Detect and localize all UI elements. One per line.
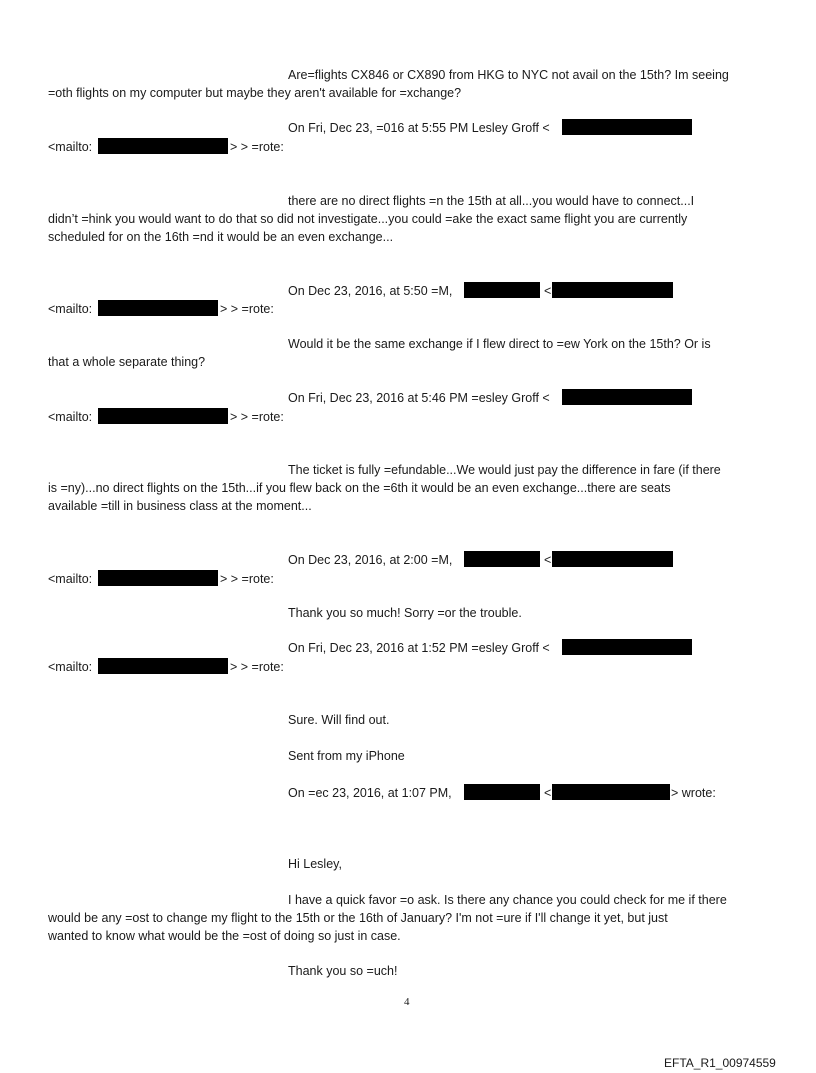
email-header-line: On Dec 23, 2016, at 2:00 =M, xyxy=(288,553,453,567)
email-header-line: On =ec 23, 2016, at 1:07 PM, xyxy=(288,786,452,800)
redaction-box xyxy=(98,408,228,424)
body-line: didn’t =hink you would want to do that so did not investigate...you could =ake the exact same flight you are currently xyxy=(48,212,688,226)
wrote-label: > > =rote: xyxy=(230,660,284,674)
angle-bracket: < xyxy=(544,786,552,800)
mailto-label: <mailto: xyxy=(48,302,93,316)
body-line: =oth flights on my computer but maybe they aren't available for =xchange? xyxy=(48,86,462,100)
body-line: Thank you so much! Sorry =or the trouble. xyxy=(288,606,522,620)
redaction-box xyxy=(562,639,692,655)
body-line: The ticket is fully =efundable...We would just pay the difference in fare (if there xyxy=(288,463,721,477)
mailto-label: <mailto: xyxy=(48,572,93,586)
body-line: Would it be the same exchange if I flew direct to =ew York on the 15th? Or is xyxy=(288,337,711,351)
angle-bracket: < xyxy=(544,284,552,298)
body-line: is =ny)...no direct flights on the 15th...if you flew back on the =6th it would be an even exchange...there are seats xyxy=(48,481,671,495)
redaction-box xyxy=(552,551,673,567)
body-line: Thank you so =uch! xyxy=(288,964,398,978)
mailto-label: <mailto: xyxy=(48,660,93,674)
redaction-box xyxy=(552,784,670,800)
wrote-label: > > =rote: xyxy=(230,410,284,424)
mailto-label: <mailto: xyxy=(48,140,93,154)
body-line: Are=flights CX846 or CX890 from HKG to NYC not avail on the 15th? Im seeing xyxy=(288,68,729,82)
angle-bracket: < xyxy=(544,553,552,567)
email-header-line: On Fri, Dec 23, 2016 at 1:52 PM =esley Groff < xyxy=(288,641,550,655)
redaction-box xyxy=(552,282,673,298)
wrote-label: > > =rote: xyxy=(230,140,284,154)
body-line: I have a quick favor =o ask. Is there any chance you could check for me if there xyxy=(288,893,727,907)
redaction-box xyxy=(98,658,228,674)
redaction-box xyxy=(98,570,218,586)
redaction-box xyxy=(98,138,228,154)
redaction-box xyxy=(464,282,540,298)
email-header-line: On Fri, Dec 23, =016 at 5:55 PM Lesley Groff < xyxy=(288,121,550,135)
redaction-box xyxy=(562,119,692,135)
body-line: that a whole separate thing? xyxy=(48,355,206,369)
body-line: available =till in business class at the moment... xyxy=(48,499,312,513)
wrote-label: > wrote: xyxy=(671,786,716,800)
body-line: Sent from my iPhone xyxy=(288,749,405,763)
redaction-box xyxy=(464,784,540,800)
wrote-label: > > =rote: xyxy=(220,572,274,586)
wrote-label: > > =rote: xyxy=(220,302,274,316)
body-line: Hi Lesley, xyxy=(288,857,342,871)
body-line: there are no direct flights =n the 15th at all...you would have to connect...I xyxy=(288,194,695,208)
body-line: would be any =ost to change my flight to the 15th or the 16th of January? I'm not =ure if I'll change it yet, but just xyxy=(48,911,668,925)
redaction-box xyxy=(98,300,218,316)
page-number: 4 xyxy=(404,996,410,1008)
email-header-line: On Fri, Dec 23, 2016 at 5:46 PM =esley Groff < xyxy=(288,391,550,405)
body-line: scheduled for on the 16th =nd it would be an even exchange... xyxy=(48,230,394,244)
email-header-line: On Dec 23, 2016, at 5:50 =M, xyxy=(288,284,453,298)
redaction-box xyxy=(562,389,692,405)
mailto-label: <mailto: xyxy=(48,410,93,424)
bates-number: EFTA_R1_00974559 xyxy=(664,1056,776,1070)
body-line: wanted to know what would be the =ost of doing so just in case. xyxy=(48,929,401,943)
body-line: Sure. Will find out. xyxy=(288,713,390,727)
redaction-box xyxy=(464,551,540,567)
